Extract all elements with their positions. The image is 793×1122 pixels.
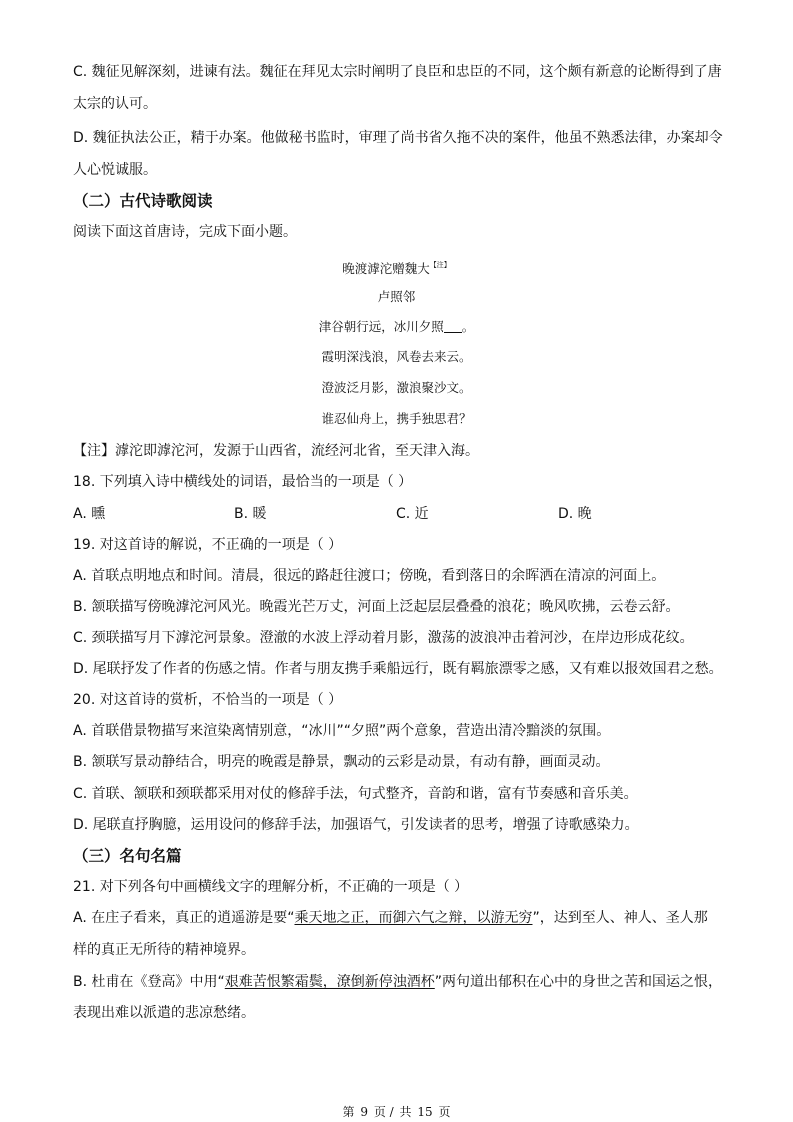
q18-stem: 18. 下列填入诗中横线处的词语，最恰当的一项是（ ）: [73, 474, 413, 490]
q20-option-a: A. 首联借景物描写来渲染离情别意，“冰川”“夕照”两个意象，营造出清冷黯淡的氛围。: [73, 723, 611, 739]
q20-stem: 20. 对这首诗的赏析，不恰当的一项是（ ）: [73, 692, 343, 708]
poem-line-3: 澄波泛月影，激浪聚沙文。: [321, 380, 472, 395]
underlined-quote-b: 艰难苦恨繁霜鬓，潦倒新停浊酒杯: [224, 974, 435, 990]
q19-stem: 19. 对这首诗的解说，不正确的一项是（ ）: [73, 537, 343, 553]
underlined-quote-a: 乘天地之正，而御六气之辩，以游无穷: [294, 910, 533, 926]
q19-option-d: D. 尾联抒发了作者的伤感之情。作者与朋友携手乘船远行，既有羁旅漂零之感，又有难以报效国君之愁。: [73, 661, 723, 677]
section-heading-poetry: （二）古代诗歌阅读: [73, 192, 213, 210]
option-d-line1: D. 魏征执法公正，精于办案。他做秘书监时，审理了尚书省久拖不决的案件，他虽不熟悉法律，办案却令: [73, 130, 723, 146]
poem-note: 【注】滹沱即滹沱河，发源于山西省，流经河北省，至天津入海。: [73, 443, 479, 459]
poem-line-1: 津谷朝行远，冰川夕照 。: [318, 319, 475, 334]
page-footer: 第 9 页 / 共 15 页: [342, 1105, 451, 1119]
page-number: 9: [360, 1105, 368, 1119]
option-d-line2: 人心悦诚服。: [73, 162, 157, 178]
q19-option-b: B. 颔联描写傍晚滹沱河风光。晚霞光芒万丈，河面上泛起层层叠叠的浪花；晚风吹拂，云卷云舒。: [73, 599, 680, 615]
option-c-line2: 太宗的认可。: [73, 96, 157, 112]
q18-option-c: C. 近: [396, 506, 429, 522]
fill-blank: [444, 320, 462, 333]
section-heading-famous-lines: （三）名句名篇: [73, 847, 182, 865]
q21-option-a-line1: A. 在庄子看来，真正的逍遥游是要“乘天地之正，而御六气之辩，以游无穷”，达到至人、神人、圣人那: [73, 910, 708, 926]
q21-option-b-line1: B. 杜甫在《登高》中用“艰难苦恨繁霜鬓，潦倒新停浊酒杯”两句道出郁积在心中的身世之苦和国运之恨，: [73, 974, 723, 990]
option-c-line1: C. 魏征见解深刻，进谏有法。魏征在拜见太宗时阐明了良臣和忠臣的不同，这个颇有新意的论断得到了唐: [73, 64, 722, 80]
poem-note-mark: 【注】: [429, 261, 451, 269]
q18-option-a: A. 曛: [73, 506, 106, 522]
section-intro: 阅读下面这首唐诗，完成下面小题。: [73, 224, 297, 240]
poem-line-2: 霞明深浅浪，风卷去来云。: [321, 349, 472, 364]
q20-option-c: C. 首联、颔联和颈联都采用对仗的修辞手法，句式整齐，音韵和谐，富有节奏感和音乐美。: [73, 786, 638, 802]
poem-title: 晚渡滹沱赠魏大$^{【注】}$: [342, 261, 451, 276]
poem-line-4: 谁忍仙舟上，携手独思君？: [321, 411, 472, 426]
q21-option-a-line2: 样的真正无所待的精神境界。: [73, 942, 255, 958]
q18-option-b: B. 暖: [234, 506, 267, 522]
poem-author: 卢照邻: [377, 289, 416, 304]
total-pages: 15: [417, 1105, 433, 1119]
q19-option-c: C. 颈联描写月下滹沱河景象。澄澈的水波上浮动着月影，激荡的波浪冲击着河沙，在岸边形成花纹。: [73, 630, 694, 646]
q20-option-b: B. 颔联写景动静结合，明亮的晚霞是静景，飘动的云彩是动景，有动有静，画面灵动。: [73, 754, 610, 770]
q18-option-d: D. 晚: [558, 506, 592, 522]
q21-stem: 21. 对下列各句中画横线文字的理解分析，不正确的一项是（ ）: [73, 879, 469, 895]
q21-option-b-line2: 表现出难以派遣的悲凉愁绪。: [73, 1005, 255, 1021]
q20-option-d: D. 尾联直抒胸臆，运用设问的修辞手法，加强语气，引发读者的思考，增强了诗歌感染力。: [73, 817, 639, 833]
q19-option-a: A. 首联点明地点和时间。清晨，很远的路赶往渡口；傍晚，看到落日的余晖洒在清凉的河面上。: [73, 568, 666, 584]
